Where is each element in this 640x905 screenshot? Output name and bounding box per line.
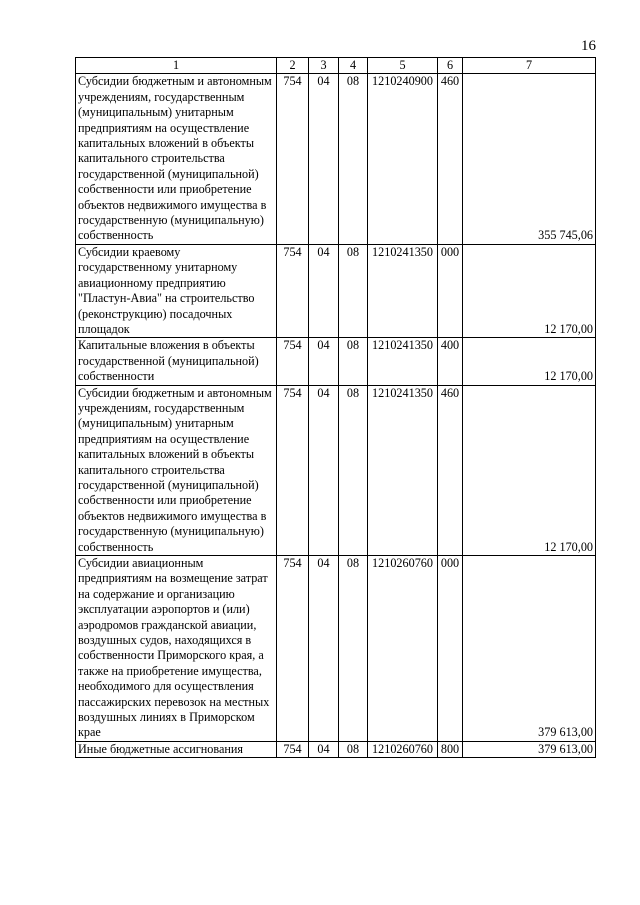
- row-description: Субсидии краевому государственному унитарному авиационному предприятию "Пластун-Авиа" на строительство (реконструкцию) посадочных площадок: [76, 244, 277, 337]
- row-description: Субсидии авиационным предприятиям на возмещение затрат на содержание и организацию эксплуатации аэропортов и (или) аэродромов гражданской авиации, воздушных судов, находящихся в собственности Приморского края, а также на приобретение имущества, необходимого для осуществления пассажирских перевозок на местных воздушных линиях в Приморском крае: [76, 556, 277, 742]
- row-code-2: 754: [277, 74, 309, 244]
- row-code-5: 1210241350: [368, 338, 438, 385]
- row-code-3: 04: [309, 244, 339, 337]
- row-code-6: 800: [438, 741, 463, 757]
- table-row: [76, 244, 596, 337]
- column-header: 5: [368, 58, 438, 74]
- row-code-2: 754: [277, 244, 309, 337]
- table-row: [76, 385, 596, 555]
- column-header: 6: [438, 58, 463, 74]
- column-header: 1: [76, 58, 277, 74]
- row-code-5: 1210260760: [368, 741, 438, 757]
- row-code-2: 754: [277, 556, 309, 742]
- row-code-6: 000: [438, 244, 463, 337]
- row-code-4: 08: [339, 338, 368, 385]
- column-header: 7: [463, 58, 596, 74]
- row-amount: 12 170,00: [463, 338, 596, 385]
- row-code-2: 754: [277, 741, 309, 757]
- row-code-5: 1210260760: [368, 556, 438, 742]
- table-row: [76, 556, 596, 742]
- row-amount: 355 745,06: [463, 74, 596, 244]
- row-code-6: 400: [438, 338, 463, 385]
- row-code-5: 1210241350: [368, 385, 438, 555]
- column-header: 4: [339, 58, 368, 74]
- row-amount: 379 613,00: [463, 556, 596, 742]
- row-code-6: 460: [438, 74, 463, 244]
- row-description: Субсидии бюджетным и автономным учреждениям, государственным (муниципальным) унитарным предприятиям на осуществление капитальных вложений в объекты капитального строительства государственной (муниципальной) собственности или приобретение объектов недвижимого имущества в государственную (муниципальную) собственность: [76, 385, 277, 555]
- row-code-4: 08: [339, 741, 368, 757]
- row-code-3: 04: [309, 385, 339, 555]
- row-code-3: 04: [309, 741, 339, 757]
- row-code-6: 460: [438, 385, 463, 555]
- row-code-6: 000: [438, 556, 463, 742]
- page-number: 16: [581, 38, 596, 54]
- row-description: Субсидии бюджетным и автономным учреждениям, государственным (муниципальным) унитарным предприятиям на осуществление капитальных вложений в объекты капитального строительства государственной (муниципальной) собственности или приобретение объектов недвижимого имущества в государственную (муниципальную) собственность: [76, 74, 277, 244]
- row-code-5: 1210240900: [368, 74, 438, 244]
- table-row: [76, 741, 596, 757]
- row-amount: 12 170,00: [463, 385, 596, 555]
- column-header: 3: [309, 58, 339, 74]
- row-amount: 12 170,00: [463, 244, 596, 337]
- row-description: Капитальные вложения в объекты государственной (муниципальной) собственности: [76, 338, 277, 385]
- row-code-2: 754: [277, 338, 309, 385]
- row-code-4: 08: [339, 556, 368, 742]
- row-amount: 379 613,00: [463, 741, 596, 757]
- table-header-row: [76, 58, 596, 74]
- column-header: 2: [277, 58, 309, 74]
- row-code-3: 04: [309, 556, 339, 742]
- row-code-3: 04: [309, 74, 339, 244]
- row-code-5: 1210241350: [368, 244, 438, 337]
- row-description: Иные бюджетные ассигнования: [76, 741, 277, 757]
- table-row: [76, 338, 596, 385]
- row-code-2: 754: [277, 385, 309, 555]
- row-code-4: 08: [339, 385, 368, 555]
- row-code-4: 08: [339, 74, 368, 244]
- budget-table: [75, 57, 596, 758]
- row-code-3: 04: [309, 338, 339, 385]
- row-code-4: 08: [339, 244, 368, 337]
- table-row: [76, 74, 596, 244]
